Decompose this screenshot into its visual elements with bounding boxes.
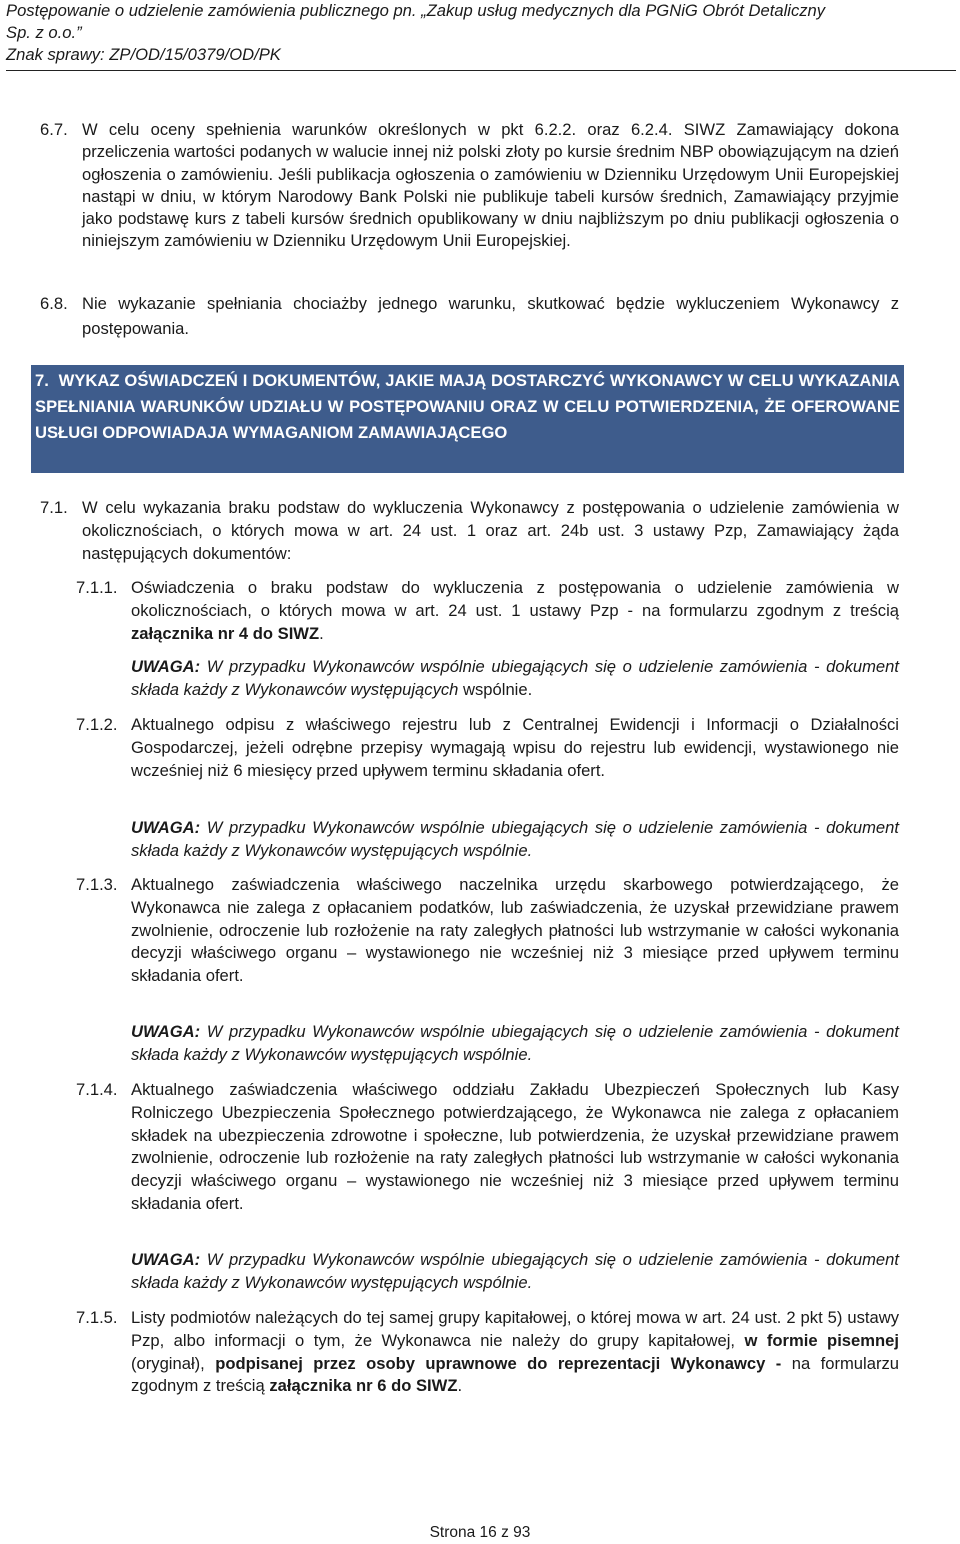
item-text: Oświadczenia o braku podstaw do wykluczenia z postępowania o udzielenie zamówienia w okolicznościach, o których mowa w art. 24 ust. 1 ustawy Pzp - na formularzu zgodnym z treścią załącznika nr 4 do SIWZ.: [131, 578, 899, 643]
item-7-1-1: [76, 577, 899, 647]
note-text: W przypadku Wykonawców wspólnie ubiegających się o udzielenie zamówienia - dokument składa każdy z Wykonawców występujących wspólnie.: [131, 1250, 899, 1292]
note-tail: wspólnie.: [458, 679, 533, 699]
note-text: W przypadku Wykonawców wspólnie ubiegających się o udzielenie zamówienia - dokument składa każdy z Wykonawców występujących wspólnie.: [131, 1022, 899, 1064]
section-7-heading-banner: [31, 365, 904, 473]
item-7-1-3: [76, 874, 899, 1012]
form-requirement: w formie pisemnej: [744, 1330, 899, 1350]
note-7-1-4: [131, 1249, 899, 1295]
signature-requirement: podpisanej przez osoby uprawnowe do reprezentacji Wykonawcy -: [215, 1353, 782, 1373]
note-label: UWAGA:: [131, 818, 201, 837]
page-header: [6, 0, 956, 71]
item-number: 7.1.1.: [76, 578, 118, 597]
section-heading: [35, 368, 900, 446]
item-text: Aktualnego zaświadczenia właściwego naczelnika urzędu skarbowego potwierdzającego, że Wykonawca nie zalega z opłacaniem podatków, lub zaświadczenia, że uzyskał przewidziane prawem zwolnienie, odroczenie lub rozłożenie na raty zaległych płatności lub wstrzymanie w całości wykonania decyzji właściwego organu – wystawionego nie wcześniej niż 3 miesiące przed upływem terminu składania ofert.: [131, 875, 899, 986]
attachment-reference: załącznika nr 4 do SIWZ: [131, 623, 320, 643]
attachment-reference: załącznika nr 6 do SIWZ: [269, 1376, 458, 1396]
item-number: 7.1.2.: [76, 715, 118, 734]
item-number: 7.1.5.: [76, 1308, 118, 1327]
note-label: UWAGA:: [131, 1250, 201, 1269]
paragraph-6-8: [40, 291, 899, 339]
item-7-1-4: [76, 1079, 899, 1239]
note-7-1-3: [131, 1021, 899, 1067]
header-case-number: Znak sprawy: ZP/OD/15/0379/OD/PK: [6, 45, 281, 64]
paragraph-number: 6.8.: [40, 294, 68, 313]
paragraph-7-1: [40, 497, 899, 567]
page-number: Strona 16 z 93: [429, 1524, 531, 1541]
item-7-1-2: [76, 714, 899, 806]
item-text: Listy podmiotów należących do tej samej grupy kapitałowej, o której mowa w art. 24 ust. 2 pkt 5) ustawy Pzp, albo informacji o tym, że Wykonawca nie należy do grupy kapitałowej, w formie pisemnej (oryginał), podpisanej przez osoby uprawnowe do reprezentacji Wykonawcy - na formularzu zgodnym z treścią załącznika nr 6 do SIWZ.: [131, 1308, 899, 1396]
section-title: WYKAZ OŚWIADCZEŃ I DOKUMENTÓW, JAKIE MAJĄ DOSTARCZYĆ WYKONAWCY W CELU WYKAZANIA SPEŁNIANIA WARUNKÓW UDZIAŁU W POSTĘPOWANIU ORAZ W CELU POTWIERDZENIA, ŻE OFEROWANE USŁUGI ODPOWIADAJA WYMAGANIOM ZAMAWIAJĄCEGO: [35, 371, 900, 442]
item-text: Aktualnego zaświadczenia właściwego oddziału Zakładu Ubezpieczeń Społecznych lub Kasy Rolniczego Ubezpieczenia Społecznego potwierdzającego, że Wykonawca nie zalega z opłacaniem składek na ubezpieczenia zdrowotne i społeczne, lub potwierdzenia, że uzyskał przewidziane prawem zwolnienie, odroczenie lub rozłożenie na raty zaległych płatności lub wstrzymanie w całości wykonania decyzji właściwego organu – wystawionego nie wcześniej niż 3 miesiące przed upływem terminu składania ofert.: [131, 1080, 899, 1213]
paragraph-6-7: [40, 119, 899, 279]
paragraph-number: 7.1.: [40, 498, 68, 517]
item-text: Aktualnego odpisu z właściwego rejestru lub z Centralnej Ewidencji i Informacji o Działalności Gospodarczej, jeżeli odrębne przepisy wymagają wpisu do rejestru lub ewidencji, wystawionego nie wcześniej niż 6 miesięcy przed upływem terminu składania ofert.: [131, 715, 899, 780]
item-7-1-5: [76, 1307, 899, 1422]
note-label: UWAGA:: [131, 1022, 201, 1041]
paragraph-text: W celu oceny spełnienia warunków określonych w pkt 6.2.2. oraz 6.2.4. SIWZ Zamawiający dokona przeliczenia wartości podanych w walucie innej niż polski złoty po kursie średnim NBP obowiązującym na dzień ogłoszenia o zamówieniu. Jeśli publikacja ogłoszenia o zamówieniu w Dzienniku Urzędowym Unii Europejskiej nastąpi w dniu, w którym Narodowy Bank Polski nie publikuje tabeli kursów średnich, Zamawiający przyjmie jako podstawę kurs z tabeli kursów średnich opublikowany w dniu najbliższym po dniu publikacji ogłoszenia o niniejszym zamówieniu w Dzienniku Urzędowym Unii Europejskiej.: [82, 120, 899, 251]
item-number: 7.1.4.: [76, 1080, 118, 1099]
paragraph-text: Nie wykazanie spełniania chociażby jednego warunku, skutkować będzie wykluczeniem Wykonawcy z postępowania.: [82, 294, 899, 338]
paragraph-text: W celu wykazania braku podstaw do wykluczenia Wykonawcy z postępowania o udzielenie zamówienia w okolicznościach, o których mowa w art. 24 ust. 1 oraz art. 24b ust. 3 ustawy Pzp, Zamawiający żąda następujących dokumentów:: [82, 498, 899, 563]
section-number: 7.: [35, 371, 49, 390]
header-title-line1: Postępowanie o udzielenie zamówienia publicznego pn. „Zakup usług medycznych dla PGNiG Obrót Detaliczny: [6, 1, 826, 20]
paragraph-number: 6.7.: [40, 120, 68, 139]
note-text: W przypadku Wykonawców wspólnie ubiegających się o udzielenie zamówienia - dokument składa każdy z Wykonawców występujących wspólnie.: [131, 818, 899, 860]
note-7-1-2: [131, 817, 899, 863]
header-title-line2: Sp. z o.o.”: [6, 23, 82, 42]
item-number: 7.1.3.: [76, 875, 118, 894]
note-text: W przypadku Wykonawców wspólnie ubiegających się o udzielenie zamówienia - dokument składa każdy z Wykonawców występujących: [131, 657, 899, 699]
note-7-1-1: [131, 656, 899, 702]
note-label: UWAGA:: [131, 657, 201, 676]
